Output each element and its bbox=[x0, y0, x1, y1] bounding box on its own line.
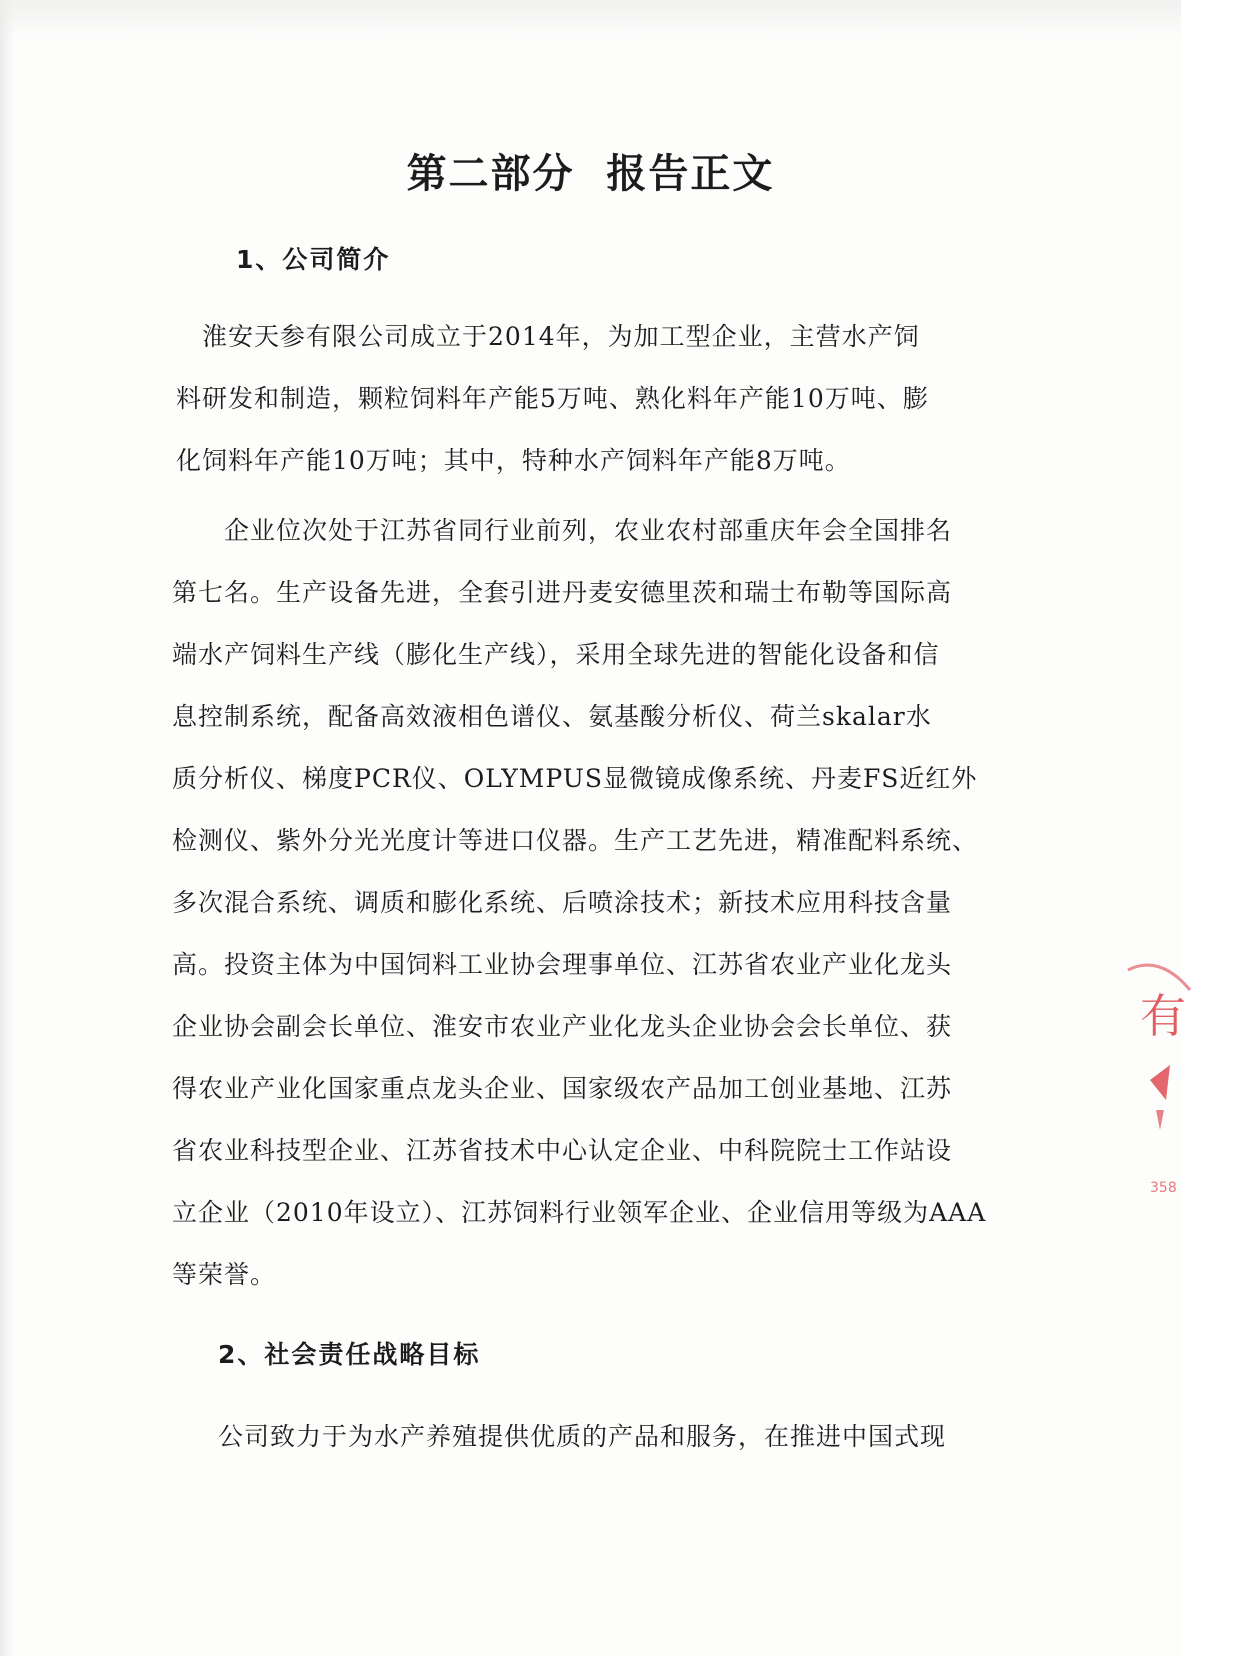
paragraph-company-ranking bbox=[172, 500, 1012, 1368]
paragraph-line: 高。投资主体为中国饲料工业协会理事单位、江苏省农业产业化龙头 bbox=[172, 950, 953, 979]
seal-ring-arc bbox=[1128, 965, 1190, 990]
paragraph-line: 企业位次处于江苏省同行业前列，农业农村部重庆年会全国排名 bbox=[172, 516, 953, 545]
seal-char: 有 bbox=[1140, 989, 1186, 1043]
paragraph-line: 省农业科技型企业、江苏省技术中心认定企业、中科院院士工作站设 bbox=[172, 1136, 953, 1165]
scan-shadow-left bbox=[0, 0, 14, 1656]
paragraph-line: 料研发和制造，颗粒饲料年产能5万吨、熟化料年产能10万吨、膨 bbox=[176, 384, 929, 413]
paragraph-line: 第七名。生产设备先进，全套引进丹麦安德里茨和瑞士布勒等国际高 bbox=[172, 578, 953, 607]
section-heading-company-intro: 1、公司简介 bbox=[236, 245, 391, 274]
paragraph-line: 多次混合系统、调质和膨化系统、后喷涂技术；新技术应用科技含量 bbox=[172, 888, 953, 917]
scan-shadow-top bbox=[0, 0, 1181, 40]
paragraph-line: 立企业（2010年设立）、江苏饲料行业领军企业、企业信用等级为AAA bbox=[172, 1198, 987, 1227]
company-seal-stamp bbox=[1120, 960, 1240, 1220]
paragraph-line: 化饲料年产能10万吨；其中，特种水产饲料年产能8万吨。 bbox=[176, 446, 851, 475]
section-heading-csr-goals: 2、社会责任战略目标 bbox=[218, 1340, 481, 1369]
seal-star-fragment bbox=[1150, 1065, 1170, 1100]
paragraph-line: 淮安天参有限公司成立于2014年，为加工型企业，主营水产饲 bbox=[176, 322, 920, 351]
paragraph-company-overview bbox=[176, 306, 1006, 492]
paragraph-line: 检测仪、紫外分光光度计等进口仪器。生产工艺先进，精准配料系统、 bbox=[172, 826, 979, 855]
paragraph-line: 得农业产业化国家重点龙头企业、国家级农产品加工创业基地、江苏 bbox=[172, 1074, 953, 1103]
paragraph-line: 等荣誉。 bbox=[172, 1260, 277, 1289]
paragraph-line: 质分析仪、梯度PCR仪、OLYMPUS显微镜成像系统、丹麦FS近红外 bbox=[172, 764, 978, 793]
paragraph-line: 息控制系统，配备高效液相色谱仪、氨基酸分析仪、荷兰skalar水 bbox=[172, 702, 932, 731]
seal-mark-fragment bbox=[1156, 1110, 1164, 1130]
seal-code-digits: 358 bbox=[1150, 1180, 1177, 1196]
paragraph-line: 公司致力于为水产养殖提供优质的产品和服务，在推进中国式现 bbox=[218, 1422, 947, 1451]
paragraph-csr-intro bbox=[218, 1406, 1008, 1468]
paragraph-line: 企业协会副会长单位、淮安市农业产业化龙头企业协会会长单位、获 bbox=[172, 1012, 953, 1041]
paragraph-line: 端水产饲料生产线（膨化生产线），采用全球先进的智能化设备和信 bbox=[172, 640, 940, 669]
page-title: 第二部分 报告正文 bbox=[406, 151, 775, 197]
